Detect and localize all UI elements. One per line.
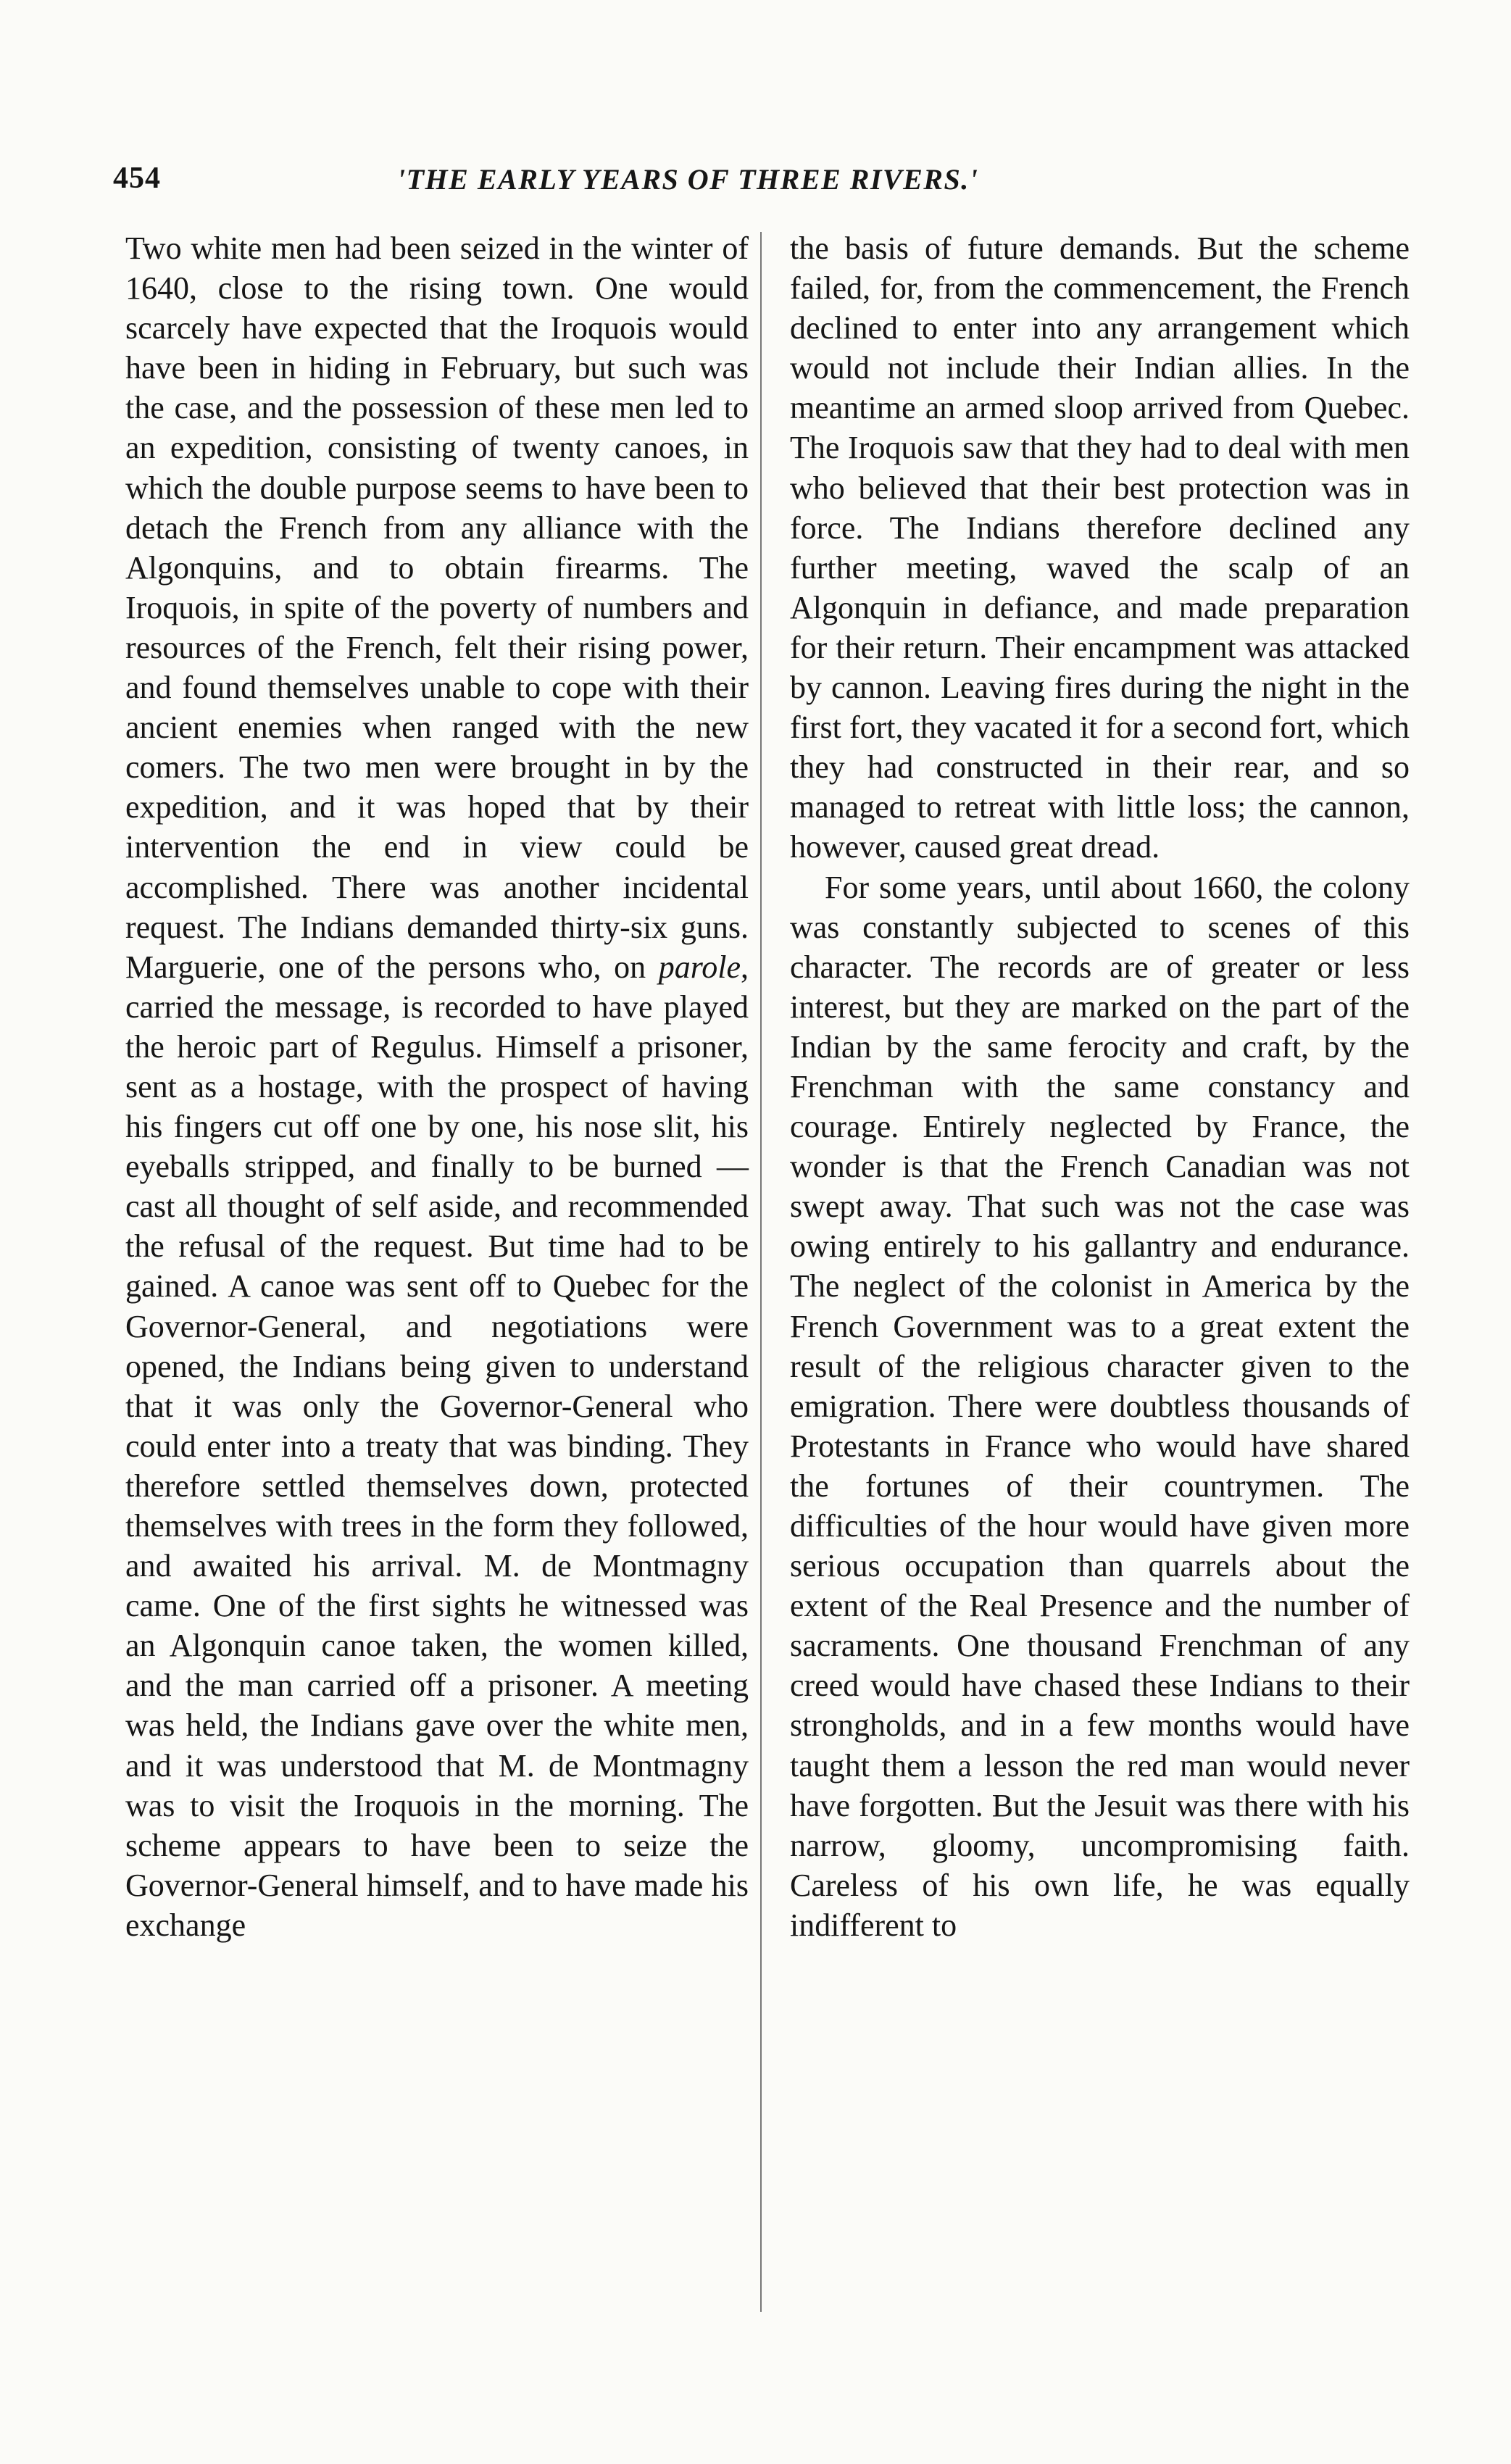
paragraph-text-part: Two white men had been seized in the winter of 1640, close to the rising town. One would scarcely have expected that the Iroquois would have been in hiding in February, but such was the case, and the possession of these men led to an expedition, consisting of twenty canoes, in which the double purpose seems to have been to detach the French from any alliance with the Algonquins, and to obtain firearms. The Iroquois, in spite of the poverty of numbers and resources of the French, felt their rising power, and found themselves unable to cope with their ancient enemies when ranged with the new comers. The two men were brought in by the expedition, and it was hoped that by their intervention the end in view could be accomplished. There was another incidental request. The Indians demanded thirty-six guns. Marguerie, one of the persons who, on (125, 230, 749, 985)
column-divider (760, 232, 762, 2312)
left-text-column (125, 228, 749, 1945)
page-number: 454 (113, 162, 161, 195)
right-text-column (790, 228, 1410, 1945)
paragraph-text-part: , carried the message, is recorded to have played the heroic part of Regulus. Himself a prisoner, sent as a hostage, with the prospect of having his fingers cut off one by one, his nose slit, his eyeballs stripped, and finally to be burned — cast all thought of self aside, and recommended the refusal of the request. But time had to be gained. A canoe was sent off to Quebec for the Governor-General, and negotiations were opened, the Indians being given to understand that it was only the Governor-General who could enter into a treaty that was binding. They therefore settled themselves down, protected themselves with trees in the form they followed, and awaited his arrival. M. de Montmagny came. One of the first sights he witnessed was an Algonquin canoe taken, the women killed, and the man carried off a prisoner. A meeting was held, the Indians gave over the white men, and it was understood that M. de Montmagny was to visit the Iroquois in the morning. The scheme appears to have been to seize the Governor-General himself, and to have made his exchange (125, 949, 749, 1943)
italic-word-parole: parole (658, 949, 741, 985)
right-column-continued-paragraph: the basis of future demands. But the scheme failed, for, from the commencement, the French declined to enter into any arrangement which would not include their Indian allies. In the meantime an armed sloop arrived from Quebec. The Iroquois saw that they had to deal with men who believed that their best protection was in force. The Indians therefore declined any further meeting, waved the scalp of an Algonquin in defiance, and made preparation for their return. Their encampment was attacked by cannon. Leaving fires during the night in the first fort, they vacated it for a second fort, which they had constructed in their rear, and so managed to retreat with little loss; the cannon, however, caused great dread. (790, 230, 1410, 865)
running-title: 'THE EARLY YEARS OF THREE RIVERS.' (397, 163, 979, 196)
right-column-paragraph: For some years, until about 1660, the colony was constantly subjected to scenes of this character. The records are of greater or less interest, but they are marked on the part of the Indian by the same ferocity and craft, by the Frenchman with the same constancy and courage. Entirely neglected by France, the wonder is that the French Canadian was not swept away. That such was not the case was owing entirely to his gallantry and endurance. The neglect of the colonist in America by the French Government was to a great extent the result of the religious character given to the emigration. There were doubtless thousands of Protestants in France who would have shared the fortunes of their countrymen. The difficulties of the hour would have given more serious occupation than quarrels about the extent of the Real Presence and the number of sacraments. One thousand Frenchman of any creed would have chased these Indians to their strongholds, and in a few months would have taught them a lesson the red man would never have forgotten. But the Jesuit was there with his narrow, gloomy, uncompromising faith. Careless of his own life, he was equally indifferent to (790, 869, 1410, 1943)
left-column-paragraph (125, 228, 749, 1945)
